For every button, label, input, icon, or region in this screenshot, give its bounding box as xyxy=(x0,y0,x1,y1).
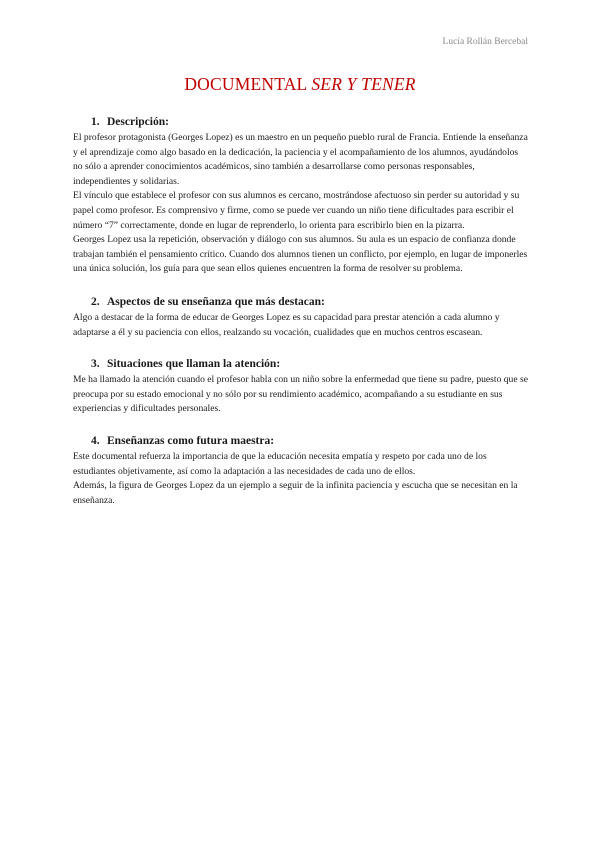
paragraph: Me ha llamado la atención cuando el profesor habla con un niño sobre la enfermedad que tiene su padre, puesto que se preocupa por su estado emocional y no sólo por su rendimiento académico, acompañando a su estudiante en sus experiencias y dificultades personales. xyxy=(73,374,529,415)
section-heading-text: Descripción: xyxy=(107,116,169,128)
section-heading-text: Situaciones que llaman la atención: xyxy=(107,358,281,371)
section-description xyxy=(73,115,529,277)
section-number: 1. xyxy=(91,116,100,128)
title-italic: SER Y TENER xyxy=(311,74,416,94)
paragraph: Este documental refuerza la importancia de que la educación necesita empatía y respeto por cada uno de los estudiantes objetivamente, así como la adaptación a las necesidades de cada uno de ellos. xyxy=(73,450,487,477)
section-situations xyxy=(73,357,529,417)
paragraph: Algo a destacar de la forma de educar de Georges Lopez es su capacidad para prestar atención a cada alumno y adaptarse a él y su paciencia con ellos, realzando su vocación, cualidades que en muchos centros escasean. xyxy=(73,311,500,338)
section-highlights xyxy=(73,295,529,340)
section-heading xyxy=(91,295,529,310)
header-author: Lucía Rollán Bercebal xyxy=(442,37,528,47)
paragraph: El profesor protagonista (Georges Lopez) es un maestro en un pequeño pueblo rural de Francia. Entiende la enseñanza y el aprendizaje como algo basado en la dedicación, la paciencia y el acompañamiento de los alumnos, ayudándolos no sólo a aprender conocimientos académicos, sino también a desarrollarse como personas responsables, independientes y solidarias. xyxy=(73,132,528,187)
paragraph: Además, la figura de Georges Lopez da un ejemplo a seguir de la infinita paciencia y escucha que se necesitan en la enseñanza. xyxy=(73,480,518,506)
title-main: DOCUMENTAL xyxy=(184,74,312,94)
document-title xyxy=(0,74,600,95)
section-heading xyxy=(91,357,529,372)
section-number: 2. xyxy=(91,295,100,308)
paragraph: Georges Lopez usa la repetición, observación y diálogo con sus alumnos. Su aula es un espacio de confianza donde trabajan también el pensamiento crítico. Cuando dos alumnos tienen un conflicto, por ejemplo, en lugar de imponerles una única solución, los guía para que sean ellos quienes encuentren la forma de resolver su problema. xyxy=(73,234,528,275)
document-body xyxy=(73,112,529,508)
section-heading xyxy=(91,115,529,130)
section-heading xyxy=(91,434,529,449)
section-heading-text: Enseñanzas como futura maestra: xyxy=(107,434,275,447)
section-heading-text: Aspectos de su enseñanza que más destacan: xyxy=(107,295,325,308)
paragraph: El vínculo que establece el profesor con sus alumnos es cercano, mostrándose afectuoso sin perder su autoridad y su papel como profesor. Es comprensivo y firme, como se puede ver cuando un niño tiene dificultades para escribir el número “7” correctamente, donde en lugar de reprenderlo, lo orienta para escribirlo bien en la pizarra. xyxy=(73,190,520,231)
section-number: 4. xyxy=(91,434,100,447)
section-teachings xyxy=(73,434,529,508)
section-number: 3. xyxy=(91,358,100,371)
